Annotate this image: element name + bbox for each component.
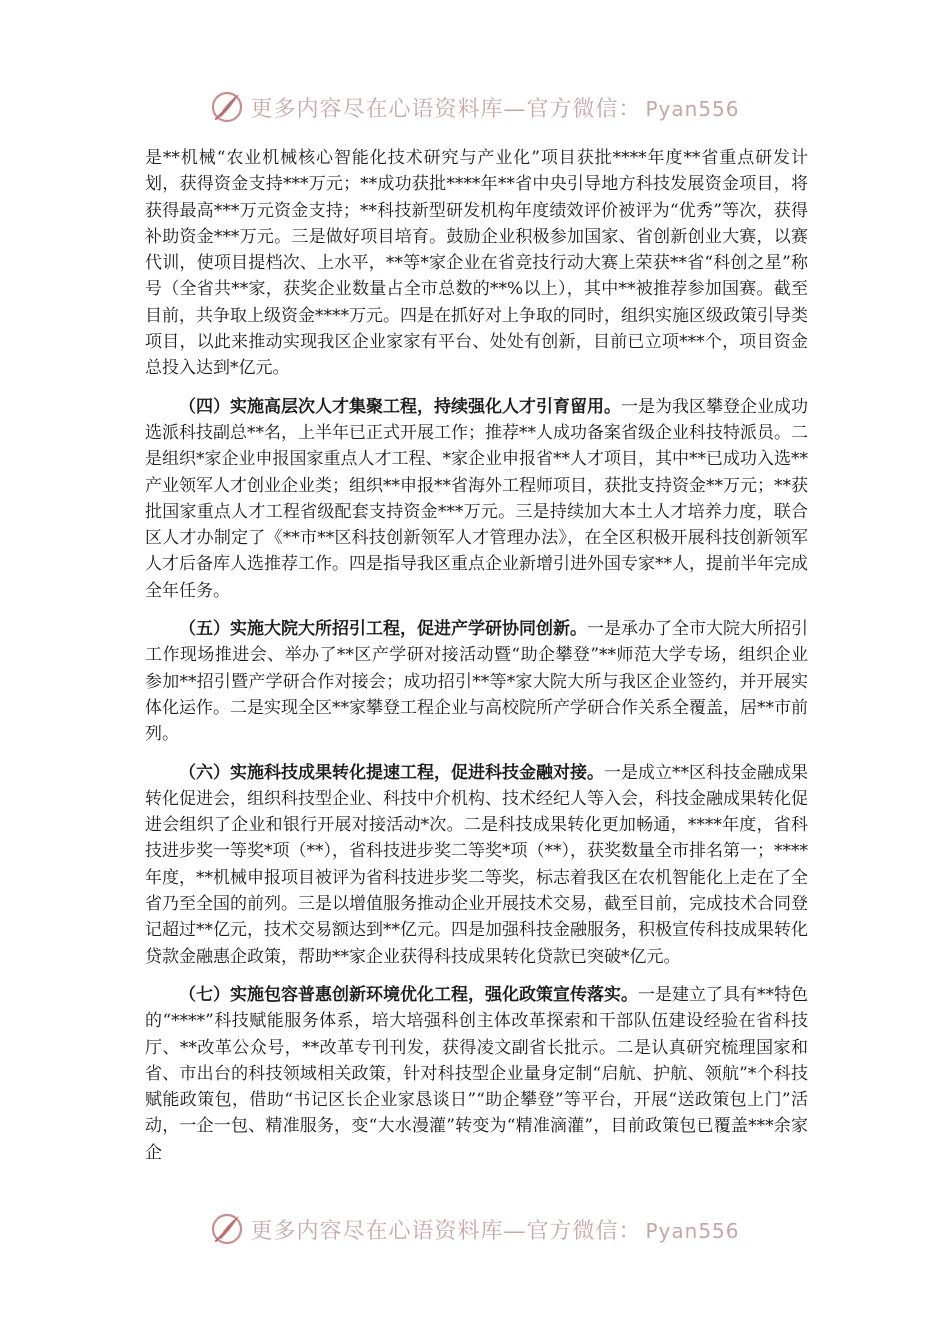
watermark-text xyxy=(250,1214,739,1245)
header-watermark xyxy=(0,84,950,130)
watermark-wechat-id: Pyan556 xyxy=(645,96,740,121)
paragraph-section-4 xyxy=(145,394,808,604)
watermark-label: 更多内容尽在心语资料库—官方微信： xyxy=(250,1218,642,1244)
footer-watermark xyxy=(0,1206,950,1252)
quill-logo-icon xyxy=(210,1212,244,1246)
paragraph-section-6 xyxy=(145,760,808,970)
watermark-label: 更多内容尽在心语资料库—官方微信： xyxy=(250,96,642,122)
section-heading: （七）实施包容普惠创新环境优化工程，强化政策宣传落实。 xyxy=(179,984,638,1005)
paragraph-body: 一是建立了具有**特色的“****”科技赋能服务体系，培大培强科创主体改革探索和干部队伍建设经验在省科技厅、**改革公众号，**改革专刊刊发，获得凌文副省长批示。二是认真研究梳理国家和省、市出台的科技领域相关政策，针对科技型企业量身定制“启航、护航、领航”*个科技赋能政策包，借助“书记区长企业家恳谈日”“助企攀登”等平台，开展“送政策包上门”活动，一企一包、精准服务，变“大水漫灌”转变为“精准滴灌”，目前政策包已覆盖***余家企 xyxy=(145,984,808,1163)
section-heading: （四）实施高层次人才集聚工程，持续强化人才引育留用。 xyxy=(179,396,621,417)
paragraph-body: 一是承办了全市大院大所招引工作现场推进会、举办了**区产学研对接活动暨“助企攀登”**师范大学专场，组织企业参加**招引暨产学研合作对接会；成功招引**等*家大院大所与我区企业签约，并开展实体化运作。二是实现全区**家攀登工程企业与高校院所产学研合作关系全覆盖，居**市前列。 xyxy=(145,619,808,745)
watermark-wechat-id: Pyan556 xyxy=(645,1218,740,1243)
quill-logo-icon xyxy=(210,90,244,124)
paragraph-body: 是**机械“农业机械核心智能化技术研究与产业化”项目获批****年度**省重点研发计划，获得资金支持***万元；**成功获批****年**省中央引导地方科技发展资金项目，将获得最高***万元资金支持；**科技新型研发机构年度绩效评价被评为“优秀”等次，获得补助资金***万元。三是做好项目培育。鼓励企业积极参加国家、省创新创业大赛，以赛代训，使项目提档次、上水平，**等*家企业在省竞技行动大赛上荣获**省“科创之星”称号（全省共**家，获奖企业数量占全市总数的**%以上），其中**被推荐参加国赛。截至目前，共争取上级资金****万元。四是在抓好对上争取的同时，组织实施区级政策引导类项目，以此来推动实现我区企业家家有平台、处处有创新，目前已立项***个，项目资金总投入达到*亿元。 xyxy=(145,148,808,379)
document-body xyxy=(145,145,808,1178)
paragraph-body: 一是为我区攀登企业成功选派科技副总**名，上半年已正式开展工作；推荐**人成功备案省级企业科技特派员。二是组织*家企业申报国家重点人才工程、*家企业申报省**人才项目，其中**已成功入选**产业领军人才创业企业类；组织**申报**省海外工程师项目，获批支持资金**万元；**获批国家重点人才工程省级配套支持资金***万元。三是持续加大本土人才培养力度，联合区人才办制定了《**市**区科技创新领军人才管理办法》，在全区积极开展科技创新领军人才后备库人选推荐工作。四是指导我区重点企业新增引进外国专家**人，提前半年完成全年任务。 xyxy=(145,396,808,601)
paragraph-section-5 xyxy=(145,616,808,747)
section-heading: （五）实施大院大所招引工程，促进产学研协同创新。 xyxy=(179,619,587,640)
watermark-text xyxy=(250,92,739,123)
section-heading: （六）实施科技成果转化提速工程，促进科技金融对接。 xyxy=(179,762,604,783)
paragraph-section-7 xyxy=(145,982,808,1166)
paragraph-continued xyxy=(145,145,808,382)
paragraph-body: 一是成立**区科技金融成果转化促进会，组织科技型企业、科技中介机构、技术经纪人等入会，科技金融成果转化促进会组织了企业和银行开展对接活动*次。二是科技成果转化更加畅通，****年度，省科技进步奖一等奖*项（**），省科技进步奖二等奖*项（**），获奖数量全市排名第一；****年度，**机械申报项目被评为省科技进步奖二等奖，标志着我区在农机智能化上走在了全省乃至全国的前列。三是以增值服务推动企业开展技术交易，截至目前，完成技术合同登记超过**亿元，技术交易额达到**亿元。四是加强科技金融服务，积极宣传科技成果转化贷款金融惠企政策，帮助**家企业获得科技成果转化贷款已突破*亿元。 xyxy=(145,762,808,967)
